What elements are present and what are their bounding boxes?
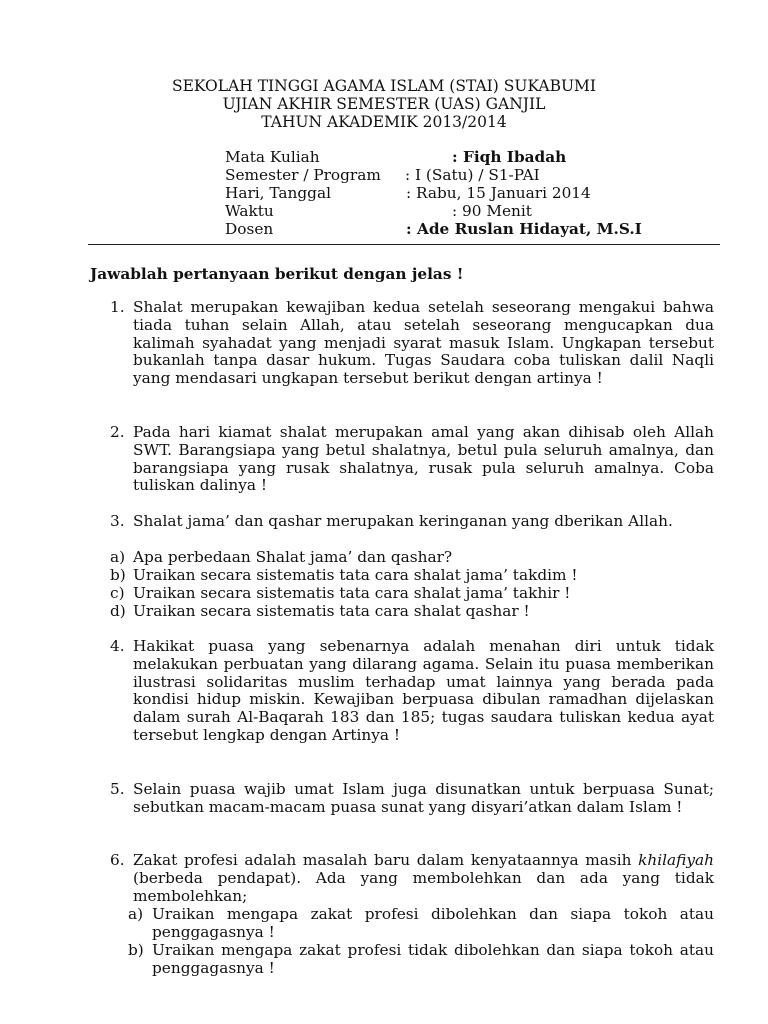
option-text: Uraikan secara sistematis tata cara shalat qashar ! xyxy=(133,602,530,620)
question-number: 4. xyxy=(110,637,125,655)
question-number: 5. xyxy=(110,780,125,798)
question-3 xyxy=(110,513,714,531)
course-value: : Fiqh Ibadah xyxy=(452,148,567,166)
question-2 xyxy=(110,424,714,495)
option-text: Uraikan secara sistematis tata cara shalat jama’ takhir ! xyxy=(133,584,571,602)
option-letter: a) xyxy=(128,905,144,923)
question-3-option-b xyxy=(110,567,714,585)
question-1 xyxy=(110,299,714,388)
time-value: : 90 Menit xyxy=(452,202,532,220)
question-5 xyxy=(110,781,714,817)
semester-label: Semester / Program xyxy=(225,166,381,184)
question-3-option-c xyxy=(110,585,714,603)
date-value: : Rabu, 15 Januari 2014 xyxy=(406,184,591,202)
date-label: Hari, Tanggal xyxy=(225,184,331,202)
question-6-option-a xyxy=(128,906,714,942)
exam-title: UJIAN AKHIR SEMESTER (UAS) GANJIL xyxy=(222,95,546,113)
option-letter: b) xyxy=(110,566,126,584)
option-text: Apa perbedaan Shalat jama’ dan qashar? xyxy=(133,548,453,566)
lecturer-label: Dosen xyxy=(225,220,274,238)
question-number: 6. xyxy=(110,851,125,869)
instruction: Jawablah pertanyaan berikut dengan jelas ! xyxy=(90,265,464,283)
option-letter: b) xyxy=(128,941,144,959)
question-3-option-d xyxy=(110,603,714,621)
question-number: 2. xyxy=(110,423,125,441)
question-number: 3. xyxy=(110,512,125,530)
question-text xyxy=(133,852,714,905)
option-letter: c) xyxy=(110,584,125,602)
question-text-italic: khilafiyah xyxy=(638,851,714,869)
question-6-option-b xyxy=(128,942,714,978)
time-label: Waktu xyxy=(225,202,274,220)
question-3-option-a xyxy=(110,549,714,567)
question-text: Selain puasa wajib umat Islam juga disunatkan untuk berpuasa Sunat; sebutkan macam-macam puasa sunat yang disyari’atkan dalam Islam ! xyxy=(133,780,714,816)
option-text: Uraikan mengapa zakat profesi dibolehkan dan siapa tokoh atau penggagasnya ! xyxy=(152,905,714,941)
question-text: Shalat merupakan kewajiban kedua setelah seseorang mengakui bahwa tiada tuhan selain Allah, atau setelah seseorang mengucapkan dua kalimah syahadat yang menjadi syarat masuk Islam. Ungkapan tersebut bukanlah tanpa dasar hukum. Tugas Saudara coba tuliskan dalil Naqli yang mendasari ungkapan tersebut berikut dengan artinya ! xyxy=(133,298,714,388)
question-text: Shalat jama’ dan qashar merupakan keringanan yang dberikan Allah. xyxy=(133,512,673,530)
question-4 xyxy=(110,638,714,745)
academic-year: TAHUN AKADEMIK 2013/2014 xyxy=(261,113,507,131)
option-letter: d) xyxy=(110,602,126,620)
question-text: Hakikat puasa yang sebenarnya adalah menahan diri untuk tidak melakukan perbuatan yang dilarang agama. Selain itu puasa memberikan ilustrasi solidaritas muslim terhadap umat lainnya yang berada pada kondisi hidup miskin. Kewajiban berpuasa dibulan ramadhan dijelaskan dalam surah Al-Baqarah 183 dan 185; tugas saudara tuliskan kedua ayat tersebut lengkap dengan Artinya ! xyxy=(133,637,714,744)
header-divider xyxy=(88,244,720,245)
question-text: Pada hari kiamat shalat merupakan amal yang akan dihisab oleh Allah SWT. Barangsiapa yang betul shalatnya, betul pula seluruh amalnya, dan barangsiapa yang rusak shalatnya, rusak pula seluruh amalnya. Coba tuliskan dalinya ! xyxy=(133,423,714,495)
question-text-start: Zakat profesi adalah masalah baru dalam kenyataannya masih xyxy=(133,851,639,869)
lecturer-value: : Ade Ruslan Hidayat, M.S.I xyxy=(406,220,642,238)
question-6 xyxy=(110,852,714,905)
option-letter: a) xyxy=(110,548,126,566)
institution-name: SEKOLAH TINGGI AGAMA ISLAM (STAI) SUKABUMI xyxy=(171,77,597,95)
option-text: Uraikan secara sistematis tata cara shalat jama’ takdim ! xyxy=(133,566,578,584)
option-text: Uraikan mengapa zakat profesi tidak dibolehkan dan siapa tokoh atau penggagasnya ! xyxy=(152,941,714,977)
question-number: 1. xyxy=(110,298,125,316)
course-label: Mata Kuliah xyxy=(225,148,320,166)
exam-header xyxy=(0,77,768,131)
question-text-end: (berbeda pendapat). Ada yang membolehkan dan ada yang tidak membolehkan; xyxy=(133,868,714,905)
semester-value: : I (Satu) / S1-PAI xyxy=(405,166,540,184)
